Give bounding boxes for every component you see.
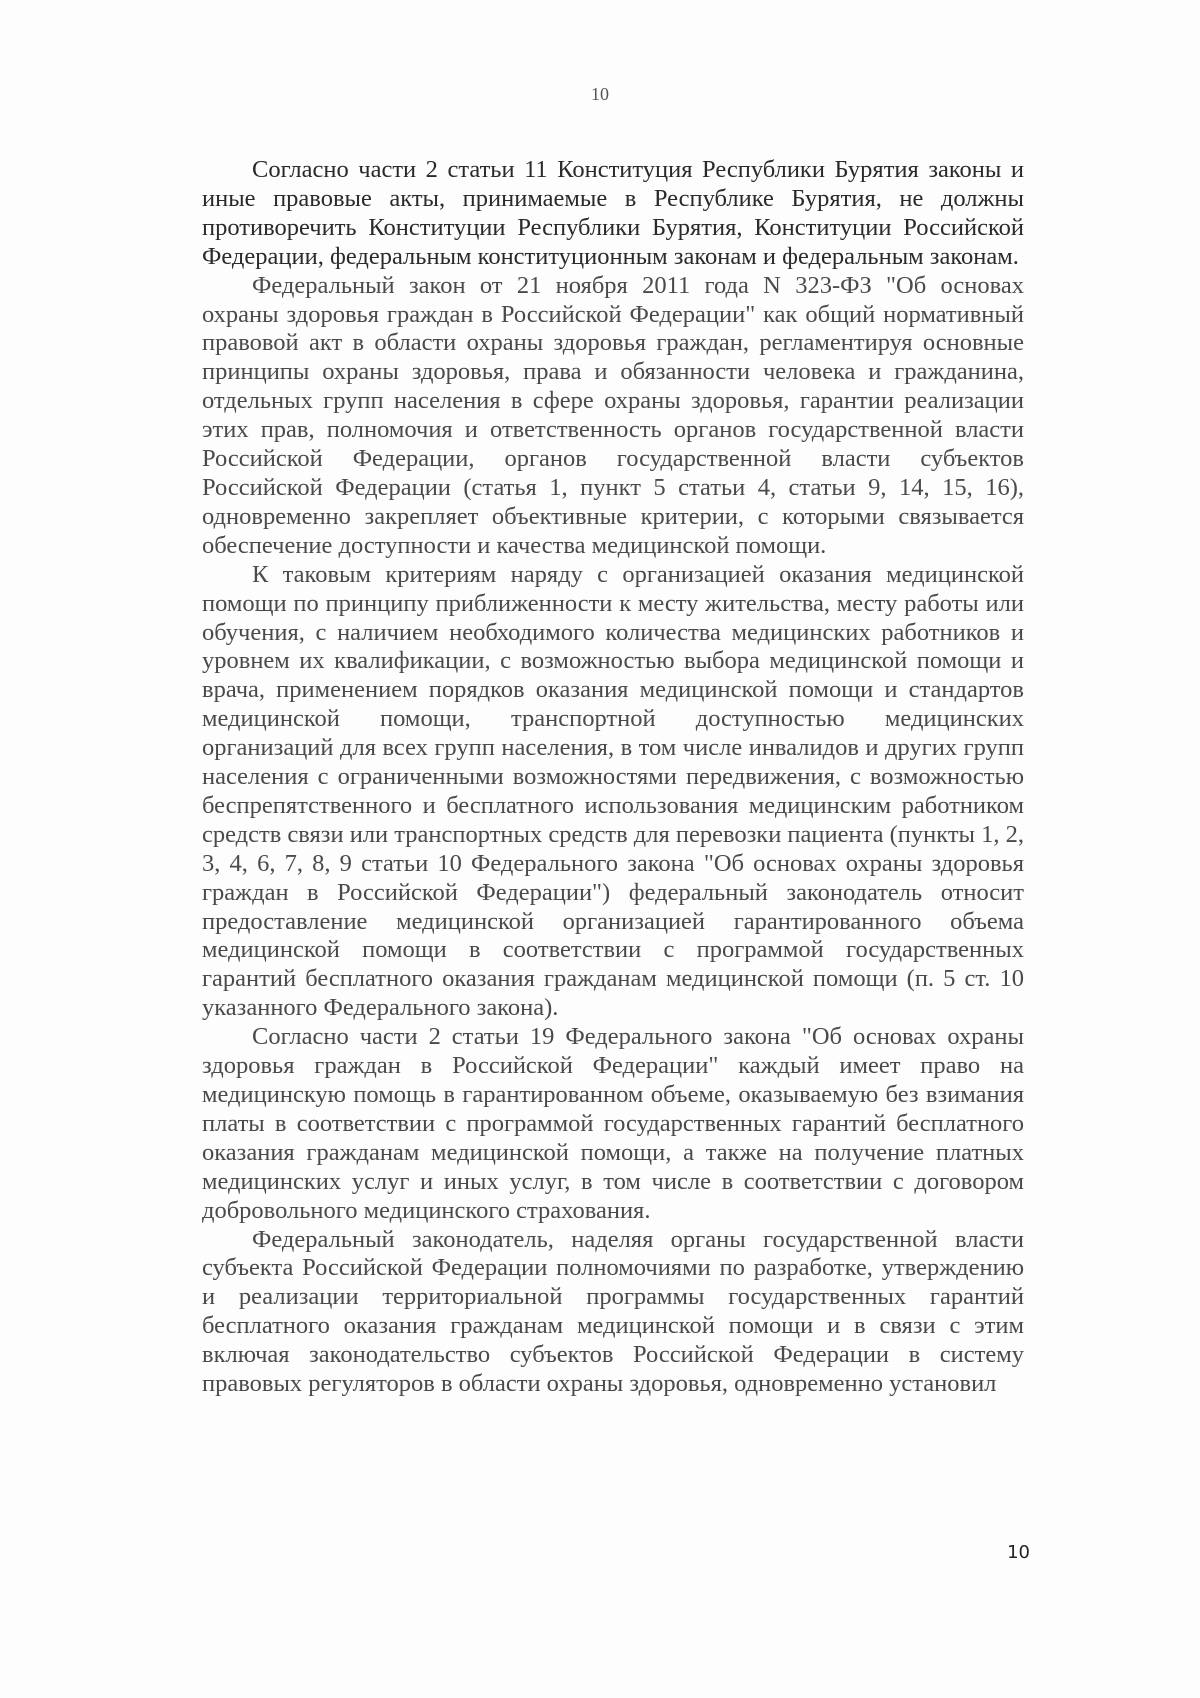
paragraph-3: К таковым критериям наряду с организацией оказания медицинской помощи по принципу приближенности к месту жительства, месту работы или обучения, с наличием необходимого количества медицинских работников и уровнем их квалификации, с возможностью выбора медицинской помощи и врача, применением порядков оказания медицинской помощи и стандартов медицинской помощи, транспортной доступностью медицинских организаций для всех групп населения, в том числе инвалидов и других групп населения с ограниченными возможностями передвижения, с возможностью беспрепятственного и бесплатного использования медицинским работником средств связи или транспортных средств для перевозки пациента (пункты 1, 2, 3, 4, 6, 7, 8, 9 статьи 10 Федерального закона "Об основах охраны здоровья граждан в Российской Федерации") федеральный законодатель относит предоставление медицинской организацией гарантированного объема медицинской помощи в соответствии с программой государственных гарантий бесплатного оказания гражданам медицинской помощи (п. 5 ст. 10 указанного Федерального закона). [202, 560, 1025, 1022]
paragraph-5: Федеральный законодатель, наделяя органы государственной власти субъекта Российской Федерации полномочиями по разработке, утверждению и реализации территориальной программы государственных гарантий бесплатного оказания гражданам медицинской помощи и в связи с этим включая законодательство субъектов Российской Федерации в систему правовых регуляторов в области охраны здоровья, одновременно установил [202, 1225, 1024, 1398]
document-body [202, 156, 1024, 1399]
page-number-top: 10 [591, 84, 609, 104]
paragraph-1: Согласно части 2 статьи 11 Конституция Республики Бурятия законы и иные правовые акты, принимаемые в Республике Бурятия, не должны противоречить Конституции Республики Бурятия, Конституции Российской Федерации, федеральным конституционным законам и федеральным законам. [202, 156, 1024, 270]
paragraph-4: Согласно части 2 статьи 19 Федерального закона "Об основах охраны здоровья граждан в Российской Федерации" каждый имеет право на медицинскую помощь в гарантированном объеме, оказываемую без взимания платы в соответствии с программой государственных гарантий бесплатного оказания гражданам медицинской помощи, а также на получение платных медицинских услуг и иных услуг, в том числе в соответствии с договором добровольного медицинского страхования. [202, 1023, 1024, 1224]
paragraph-2: Федеральный закон от 21 ноября 2011 года N 323-ФЗ "Об основах охраны здоровья граждан в Российской Федерации" как общий нормативный правовой акт в области охраны здоровья граждан, регламентируя основные принципы охраны здоровья, права и обязанности человека и гражданина, отдельных групп населения в сфере охраны здоровья, гарантии реализации этих прав, полномочия и ответственность органов государственной власти Российской Федерации, органов государственной власти субъектов Российской Федерации (статья 1, пункт 5 статьи 4, статьи 9, 14, 15, 16), одновременно закрепляет объективные критерии, с которыми связывается обеспечение доступности и качества медицинской помощи. [202, 271, 1024, 559]
page-number-bottom: 10 [1007, 1542, 1030, 1563]
